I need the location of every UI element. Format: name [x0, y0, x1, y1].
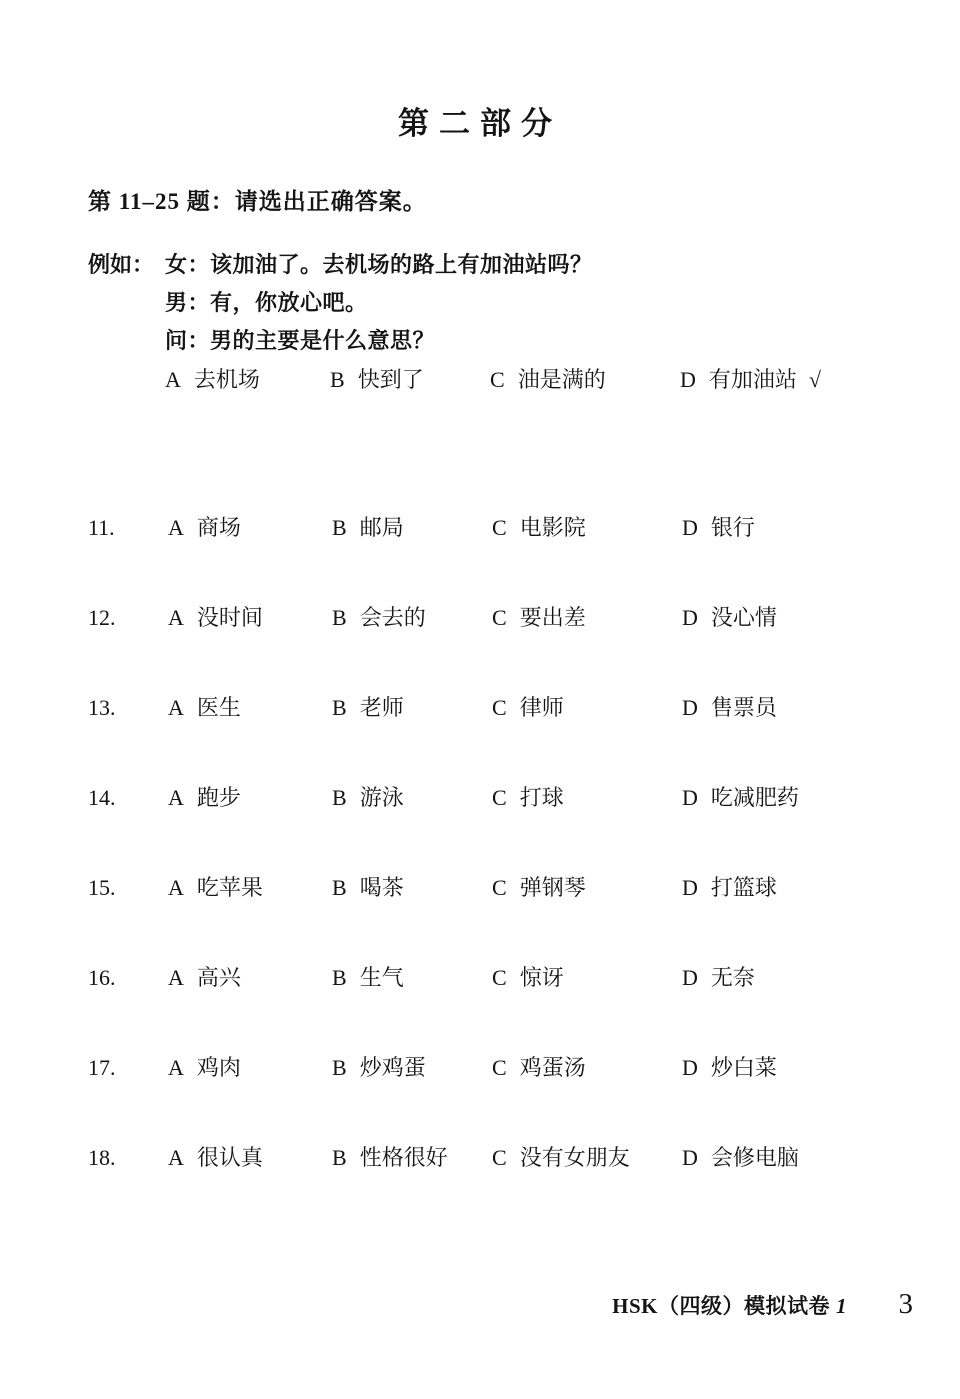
option-text: 医生 — [196, 695, 241, 720]
example-option-d — [680, 361, 960, 399]
question-option-b — [332, 509, 492, 547]
option-text: 吃减肥药 — [710, 785, 799, 810]
example-option-b — [330, 361, 490, 399]
example-dialog-line-man: 男：有，你放心吧。 — [165, 290, 368, 315]
question-option-a — [168, 509, 332, 547]
option-letter: B — [332, 695, 347, 720]
question-number: 17. — [88, 1055, 116, 1080]
question-option-a — [168, 599, 332, 637]
question-number: 16. — [88, 965, 116, 990]
example-option-a — [165, 361, 330, 399]
option-text: 会修电脑 — [710, 1145, 799, 1170]
option-text: 油是满的 — [517, 367, 606, 392]
question-option-d — [682, 1049, 960, 1087]
option-letter: B — [332, 515, 347, 540]
option-letter: C — [492, 695, 507, 720]
option-text: 电影院 — [519, 515, 586, 540]
page-number: 3 — [898, 1288, 913, 1320]
question-option-b — [332, 599, 492, 637]
option-letter: C — [492, 605, 507, 630]
option-text: 快到了 — [357, 367, 424, 392]
question-option-c — [492, 779, 682, 817]
example-dialog-line-question: 问：男的主要是什么意思？ — [165, 328, 436, 353]
page-title: 第二部分 — [398, 106, 562, 141]
option-letter: D — [682, 515, 698, 540]
question-option-c — [492, 1049, 682, 1087]
question-number: 14. — [88, 785, 116, 810]
option-letter: A — [168, 785, 184, 810]
question-row — [0, 779, 960, 817]
question-row — [0, 599, 960, 637]
option-letter: D — [682, 1145, 698, 1170]
question-option-d — [682, 599, 960, 637]
option-text: 要出差 — [519, 605, 586, 630]
option-text: 惊讶 — [519, 965, 564, 990]
question-option-d — [682, 779, 960, 817]
option-text: 银行 — [710, 515, 755, 540]
option-text: 没时间 — [196, 605, 263, 630]
footer-exam-label: HSK（四级）模拟试卷 — [612, 1294, 830, 1318]
option-text: 邮局 — [359, 515, 404, 540]
example-block — [88, 246, 960, 399]
option-text: 律师 — [519, 695, 564, 720]
option-letter: C — [492, 1145, 507, 1170]
option-letter: D — [680, 367, 696, 392]
option-text: 很认真 — [196, 1145, 263, 1170]
example-body — [165, 246, 960, 399]
option-letter: A — [168, 1055, 184, 1080]
option-letter: A — [168, 515, 184, 540]
option-letter: C — [492, 785, 507, 810]
option-text: 炒鸡蛋 — [359, 1055, 426, 1080]
option-text: 有加油站 — [708, 367, 797, 392]
option-letter: B — [330, 367, 345, 392]
option-letter: B — [332, 1055, 347, 1080]
question-option-c — [492, 959, 682, 997]
option-text: 鸡蛋汤 — [519, 1055, 586, 1080]
section-instruction: 第 11–25 题：请选出正确答案。 — [88, 189, 427, 214]
question-row — [0, 869, 960, 907]
question-number: 18. — [88, 1145, 116, 1170]
checkmark-icon: √ — [808, 367, 821, 392]
question-number: 15. — [88, 875, 116, 900]
page-footer — [612, 1288, 913, 1321]
option-text: 生气 — [359, 965, 404, 990]
option-letter: D — [682, 605, 698, 630]
question-option-d — [682, 959, 960, 997]
option-letter: A — [168, 695, 184, 720]
question-option-b — [332, 1139, 492, 1177]
option-text: 会去的 — [359, 605, 426, 630]
option-text: 高兴 — [196, 965, 241, 990]
question-option-a — [168, 869, 332, 907]
option-letter: B — [332, 605, 347, 630]
option-text: 没有女朋友 — [519, 1145, 630, 1170]
option-text: 喝茶 — [359, 875, 404, 900]
option-text: 吃苹果 — [196, 875, 263, 900]
question-option-d — [682, 689, 960, 727]
option-letter: C — [492, 875, 507, 900]
option-text: 跑步 — [196, 785, 241, 810]
option-text: 鸡肉 — [196, 1055, 241, 1080]
question-option-d — [682, 509, 960, 547]
question-row — [0, 959, 960, 997]
question-option-b — [332, 959, 492, 997]
question-row — [0, 689, 960, 727]
option-letter: D — [682, 695, 698, 720]
option-text: 商场 — [196, 515, 241, 540]
question-option-b — [332, 869, 492, 907]
question-list — [0, 509, 960, 1177]
option-letter: D — [682, 1055, 698, 1080]
example-label: 例如： — [88, 252, 155, 277]
question-option-a — [168, 959, 332, 997]
option-text: 弹钢琴 — [519, 875, 586, 900]
question-option-a — [168, 689, 332, 727]
option-text: 售票员 — [710, 695, 777, 720]
example-option-c — [490, 361, 680, 399]
option-letter: A — [168, 1145, 184, 1170]
option-text: 游泳 — [359, 785, 404, 810]
option-letter: C — [490, 367, 505, 392]
option-letter: B — [332, 965, 347, 990]
question-option-d — [682, 1139, 960, 1177]
question-option-b — [332, 779, 492, 817]
question-number: 11. — [88, 515, 115, 540]
option-text: 炒白菜 — [710, 1055, 777, 1080]
footer-volume-number: 1 — [836, 1294, 847, 1318]
question-option-d — [682, 869, 960, 907]
question-row — [0, 1139, 960, 1177]
option-letter: B — [332, 875, 347, 900]
option-letter: D — [682, 965, 698, 990]
question-row — [0, 1049, 960, 1087]
option-text: 老师 — [359, 695, 404, 720]
question-row — [0, 509, 960, 547]
option-text: 没心情 — [710, 605, 777, 630]
question-option-c — [492, 509, 682, 547]
option-letter: C — [492, 1055, 507, 1080]
question-option-a — [168, 1139, 332, 1177]
example-options-row — [165, 361, 960, 399]
question-option-c — [492, 869, 682, 907]
option-text: 打篮球 — [710, 875, 777, 900]
option-letter: C — [492, 965, 507, 990]
question-number: 13. — [88, 695, 116, 720]
option-text: 无奈 — [710, 965, 755, 990]
option-letter: A — [168, 965, 184, 990]
option-letter: C — [492, 515, 507, 540]
option-letter: A — [165, 367, 181, 392]
question-option-b — [332, 1049, 492, 1087]
option-letter: A — [168, 605, 184, 630]
option-letter: A — [168, 875, 184, 900]
question-option-a — [168, 779, 332, 817]
option-letter: B — [332, 1145, 347, 1170]
option-letter: B — [332, 785, 347, 810]
option-letter: D — [682, 875, 698, 900]
question-option-b — [332, 689, 492, 727]
option-text: 打球 — [519, 785, 564, 810]
question-number: 12. — [88, 605, 116, 630]
option-text: 性格很好 — [359, 1145, 448, 1170]
question-option-c — [492, 599, 682, 637]
option-text: 去机场 — [193, 367, 260, 392]
example-dialog-line-woman: 女：该加油了。去机场的路上有加油站吗？ — [165, 252, 593, 277]
question-option-a — [168, 1049, 332, 1087]
question-option-c — [492, 689, 682, 727]
question-option-c — [492, 1139, 682, 1177]
option-letter: D — [682, 785, 698, 810]
